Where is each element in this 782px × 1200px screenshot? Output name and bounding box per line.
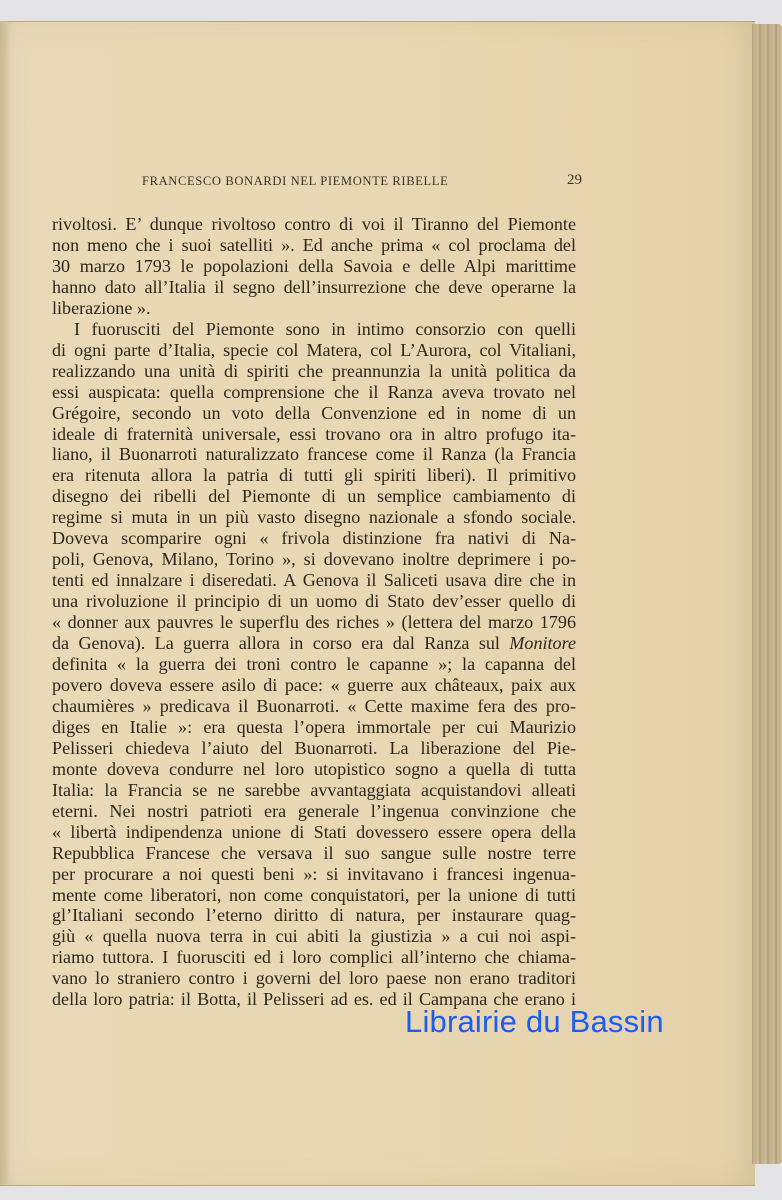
text-line: giù « quella nuova terra in cui abiti la giustizia » a cui noi aspi- xyxy=(52,926,576,947)
running-head xyxy=(142,174,582,189)
text-line: liberazione ». xyxy=(52,297,151,318)
seller-watermark: Librairie du Bassin xyxy=(405,1004,664,1039)
text-line: Grégoire, secondo un voto della Convenzione ed in nome di un xyxy=(52,402,576,423)
text-line: « libertà indipendenza unione di Stati dovessero essere opera della xyxy=(52,821,576,842)
page-gutter-shadow xyxy=(0,21,10,1184)
text-line: poli, Genova, Milano, Torino », si dovevano inoltre deprimere i po- xyxy=(52,549,576,570)
text-line: tenti ed innalzare i diseredati. A Genova il Saliceti usava dire che in xyxy=(52,570,576,591)
text-line: monte doveva condurre nel loro utopistico sogno a quella di tutta xyxy=(52,758,576,779)
text-line: ideale di fraternità universale, essi trovano ora in altro profugo ita- xyxy=(52,423,576,444)
text-line-with-italic xyxy=(52,633,576,654)
text-line: regime si muta in un più vasto disegno nazionale a sfondo sociale. xyxy=(52,507,576,528)
text-line: Doveva scomparire ogni « frivola distinzione fra nativi di Na- xyxy=(52,528,576,549)
text-line: vano lo straniero contro i governi del loro paese non erano traditori xyxy=(52,968,576,989)
text-line: della loro patria: il Botta, il Pelisseri ad es. ed il Campana che erano i xyxy=(52,989,576,1010)
text-line: per procurare a noi questi beni »: si invitavano i francesi ingenua- xyxy=(52,863,576,884)
text-line: I fuorusciti del Piemonte sono in intimo consorzio con quelli xyxy=(74,318,576,339)
running-head-title: FRANCESCO BONARDI NEL PIEMONTE RIBELLE xyxy=(142,174,449,188)
page-number: 29 xyxy=(567,172,582,188)
text-line: « donner aux pauvres le superflu des riches » (lettera del marzo 1796 xyxy=(52,612,576,633)
text-line: gl’Italiani secondo l’eterno diritto di natura, per instaurare quag- xyxy=(52,905,576,926)
italic-title-monitore: Monitore xyxy=(509,633,576,654)
text-line: definita « la guerra dei troni contro le capanne »; la capanna del xyxy=(52,654,576,675)
body-text xyxy=(52,214,576,1010)
text-line: 30 marzo 1793 le popolazioni della Savoia e delle Alpi marittime xyxy=(52,255,576,276)
text-line: realizzando una unità di spiriti che preannunzia la unità politica da xyxy=(52,360,576,381)
text-line: eterni. Nei nostri patrioti era generale l’ingenua convinzione che xyxy=(52,800,576,821)
page-edge-stack xyxy=(752,24,782,1164)
text-line: Pelisseri chiedeva l’aiuto del Buonarroti. La liberazione del Pie- xyxy=(52,737,576,758)
text-line: rivoltosi. E’ dunque rivoltoso contro di voi il Tiranno del Piemonte xyxy=(52,214,576,234)
text-line: Italia: la Francia se ne sarebbe avvantaggiata acquistandovi alleati xyxy=(52,779,576,800)
text-line: di ogni parte d’Italia, specie col Matera, col L’Aurora, col Vitaliani, xyxy=(52,339,576,360)
text-line: essi auspicata: quella comprensione che il Ranza aveva trovato nel xyxy=(52,381,576,402)
text-line: Repubblica Francese che versava il suo sangue sulle nostre terre xyxy=(52,842,576,863)
text-line: era ritenuta allora la patria di tutti gli spiriti liberi). Il primitivo xyxy=(52,465,576,486)
text-line: mente come liberatori, non come conquistatori, per la unione di tutti xyxy=(52,884,576,905)
text-line: non meno che i suoi satelliti ». Ed anche prima « col proclama del xyxy=(52,234,576,255)
text-line: hanno dato all’Italia il segno dell’insurrezione che deve operarne la xyxy=(52,276,576,297)
text-fragment: da Genova). La guerra allora in corso era dal Ranza sul xyxy=(52,633,510,654)
text-line: disegno dei ribelli del Piemonte di un semplice cambiamento di xyxy=(52,486,576,507)
text-line: povero doveva essere asilo di pace: « guerre aux châteaux, paix aux xyxy=(52,674,576,695)
text-line: una rivoluzione il principio di un uomo di Stato dev’esser quello di xyxy=(52,591,576,612)
text-line: liano, il Buonarroti naturalizzato francese come il Ranza (la Francia xyxy=(52,444,576,465)
text-line: riamo tuttora. I fuorusciti ed i loro complici all’interno che chiama- xyxy=(52,947,576,968)
text-line: chaumières » predicava il Buonarroti. « Cette maxime fera des pro- xyxy=(52,695,576,716)
text-line: diges en Italie »: era questa l’opera immortale per cui Maurizio xyxy=(52,716,576,737)
